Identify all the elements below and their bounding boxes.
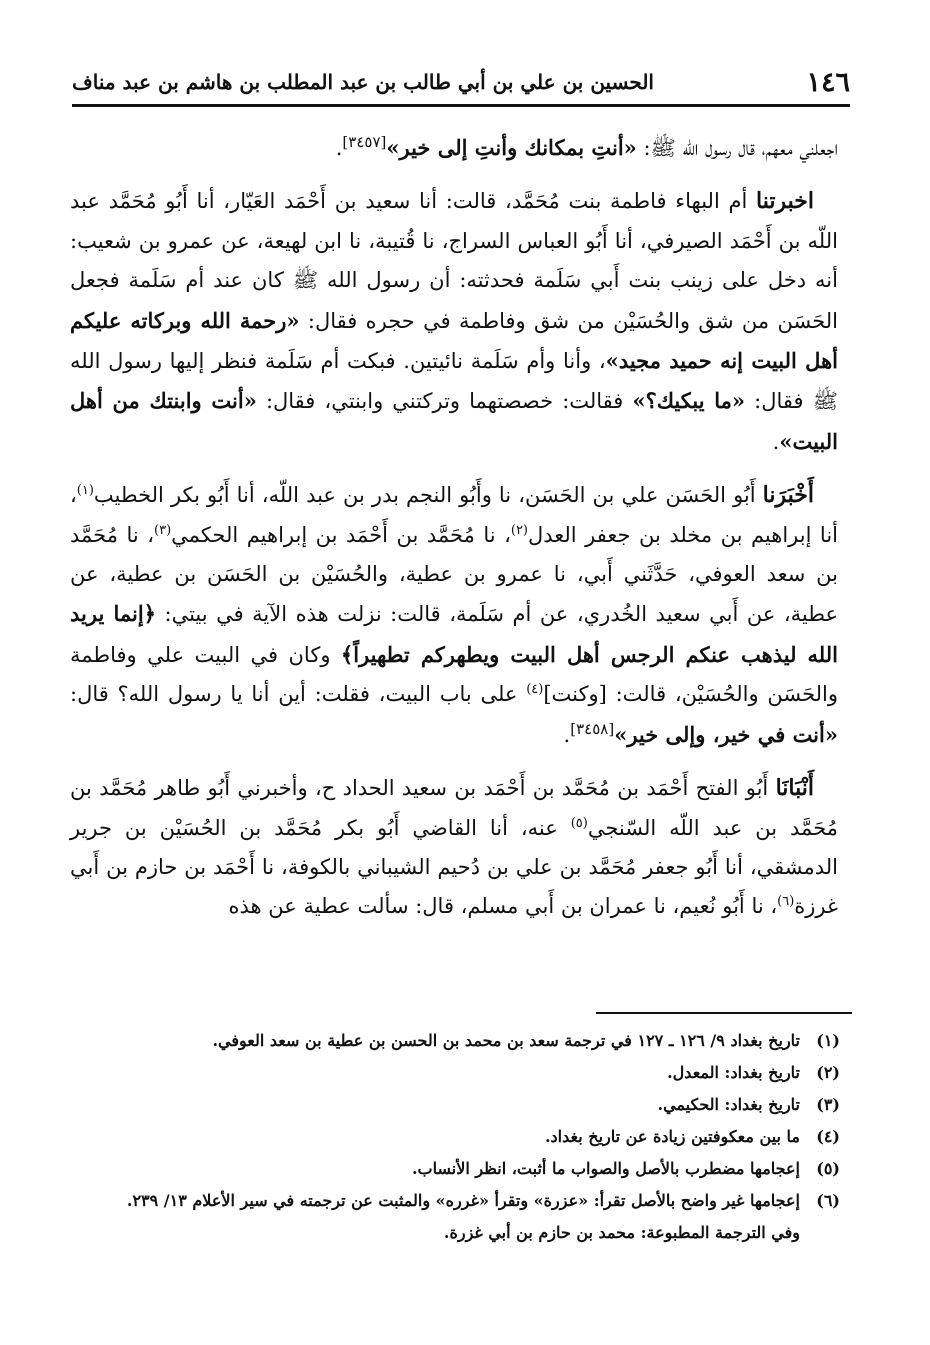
paragraph-4: [70, 769, 838, 927]
footnote-text: إعجامها مضطرب بالأصل والصواب ما أثبت، انظر الأنساب.: [411, 1159, 800, 1178]
footnote-number: (٥): [816, 1159, 840, 1178]
p2-text-c: فقالت: خصصتهما وتركتني وابنتي، فقال:: [256, 389, 633, 414]
p4-text-a: أَبُو الفتح أَحْمَد بن مُحَمَّد بن أَحْمَد بن سعيد الحداد ح، وأخبرني أَبُو طاهر مُحَمَّد بن مُحَمَّد بن عبد اللّه السّنجي: [70, 776, 838, 840]
p3-text-f: على باب البيت، فقلت: أين أنا يا رسول الله؟ قال:: [70, 682, 527, 707]
p3-hadith-number: [٣٤٥٨]: [570, 719, 615, 738]
footnote-number: (٤): [816, 1127, 840, 1146]
paragraph-1: [70, 128, 838, 168]
header-rule: [72, 104, 850, 107]
footnote-6: [70, 1188, 840, 1214]
p2-text-b: ، وأنا وأم سَلَمة نائيتين. فبكت أم سَلَمة فنظر إليها رسول الله ﷺ فقال:: [70, 349, 838, 414]
paragraph-3: [70, 476, 838, 755]
footnote-ref-6[interactable]: (٦): [777, 894, 795, 910]
p3-text-a: أَبُو الحَسَن علي بن الحَسَن، نا وأَبُو النجم بدر بن عبد اللّه، أنا أَبُو بكر الخطيب: [93, 483, 763, 508]
p4-text-b: عنه، أنا القاضي أَبُو بكر مُحَمَّد بن الحُسَيْن بن جرير الدمشقي، أنا أَبُو جعفر مُحَمَّد بن علي بن دُحيم الشيباني بالكوفة، نا أَحْمَد بن حازم بن أَبي غرزة: [70, 815, 838, 919]
footnote-ref-2[interactable]: (٢): [510, 522, 528, 538]
p1-hadith-number: [٣٤٥٧]: [342, 133, 387, 151]
p3-text-e: وكان في البيت علي وفاطمة والحَسَن والحُسَيْن، قالت: [وكنت]: [70, 642, 839, 707]
footnote-text: تاريخ بغداد ٩/ ١٢٦ ـ ١٢٧ في ترجمة سعد بن محمد بن الحسن بن عطية بن سعد العوفي.: [212, 1031, 800, 1050]
p3-end: .: [563, 722, 571, 747]
footnote-separator: [596, 1012, 852, 1014]
p3-lead-word: أَخْبَرَنا: [762, 482, 814, 509]
p1-hadith-quote: «أنتِ بمكانك وأنتِ إلى خير»: [386, 135, 637, 160]
page-header: [72, 62, 850, 102]
p2-quote-b: «ما يبكيك؟»: [632, 388, 746, 414]
p2-lead-word: اخبرتنا: [756, 188, 814, 215]
footnote-6-continuation: وفي الترجمة المطبوعة: محمد بن حازم بن أبي غزرة.: [443, 1223, 800, 1242]
footnote-text: تاريخ بغداد: المعدل.: [667, 1063, 800, 1082]
footnote-number: (٣): [816, 1095, 840, 1114]
footnote-ref-4[interactable]: (٤): [526, 682, 544, 698]
p3-quran-verse: ﴿إنما يريد الله ليذهب عنكم الرجس أهل البيت ويطهركم تطهيراً﴾: [70, 601, 838, 667]
p3-text-b: ، أنا إبراهيم بن مخلد بن جعفر العدل: [70, 483, 839, 547]
footnote-5: [70, 1156, 840, 1182]
p3-text-d: ، نا مُحَمَّد بن سعد العوفي، حَدَّثَني أَبي، نا عمرو بن عطية، والحُسَيْن بن الحَسَن بن عطية، عن عطية، عن أَبي سعيد الخُدري، عن أم سَلَمة، قالت: نزلت هذه الآية في بيتي:: [70, 522, 839, 627]
footnotes: [70, 1028, 840, 1246]
footnote-4: [70, 1124, 840, 1150]
p4-text-c: ، نا أَبُو نُعيم، نا عمران بن أَبي مسلم، قال: سألت عطية عن هذه: [228, 894, 778, 919]
paragraph-2: [70, 182, 838, 462]
p4-lead-word: أَنْبَانَا: [775, 775, 814, 802]
footnote-ref-3[interactable]: (٣): [154, 522, 172, 538]
footnote-3: [70, 1092, 840, 1118]
footnote-number: (٢): [816, 1063, 840, 1082]
p1-text: اجعلني معهم، قال رسول الله ﷺ:: [636, 136, 838, 160]
p2-text-a: أم البهاء فاطمة بنت مُحَمَّد، قالت: أنا سعيد بن أَحْمَد العَيّار، أنا أَبُو مُحَمَّد عبد اللّه بن أَحْمَد الصيرفي، أنا أَبُو العباس السراج، نا قُتيبة، نا ابن لهيعة، عن عمرو بن شعيب: أنه دخل على زينب بنت أَبي سَلَمة فحدثته: أن رسول الله ﷺ كان عند أم سَلَمة فجعل الحَسَن من شق والحُسَيْن من شق وفاطمة في حجره فقال:: [70, 189, 838, 333]
footnote-text: ما بين معكوفتين زيادة عن تاريخ بغداد.: [544, 1127, 800, 1146]
p2-quote-a: «رحمة الله وبركاته عليكم أهل البيت إنه حميد مجيد»: [70, 307, 838, 374]
p3-text-c: ، نا مُحَمَّد بن أَحْمَد بن إبراهيم الحكمي: [171, 522, 511, 547]
footnote-number: (١): [816, 1031, 840, 1050]
main-text: [70, 128, 838, 927]
running-title: الحسين بن علي بن أبي طالب بن عبد المطلب بن هاشم بن عبد مناف: [72, 70, 654, 94]
footnote-number: (٦): [816, 1191, 840, 1210]
footnote-1: [70, 1028, 840, 1054]
footnote-ref-1[interactable]: (١): [76, 483, 94, 499]
footnote-text: إعجامها غير واضح بالأصل تقرأ: «عزرة» وتقرأ «غرره» والمثبت عن ترجمته في سير الأعلام ١٣/ ٢٣٩.: [126, 1191, 800, 1210]
p1-end: .: [335, 136, 343, 160]
footnote-2: [70, 1060, 840, 1086]
p3-hadith-quote: «أنت في خير، وإلى خير»: [614, 721, 838, 747]
page-number: ١٤٦: [806, 66, 850, 98]
p2-end: .: [772, 429, 780, 454]
footnote-text: تاريخ بغداد: الحكيمي.: [657, 1095, 800, 1114]
p2-quote-c: «أنت وابنتك من أهل البيت»: [70, 388, 838, 454]
footnote-ref-5[interactable]: (٥): [570, 815, 588, 831]
